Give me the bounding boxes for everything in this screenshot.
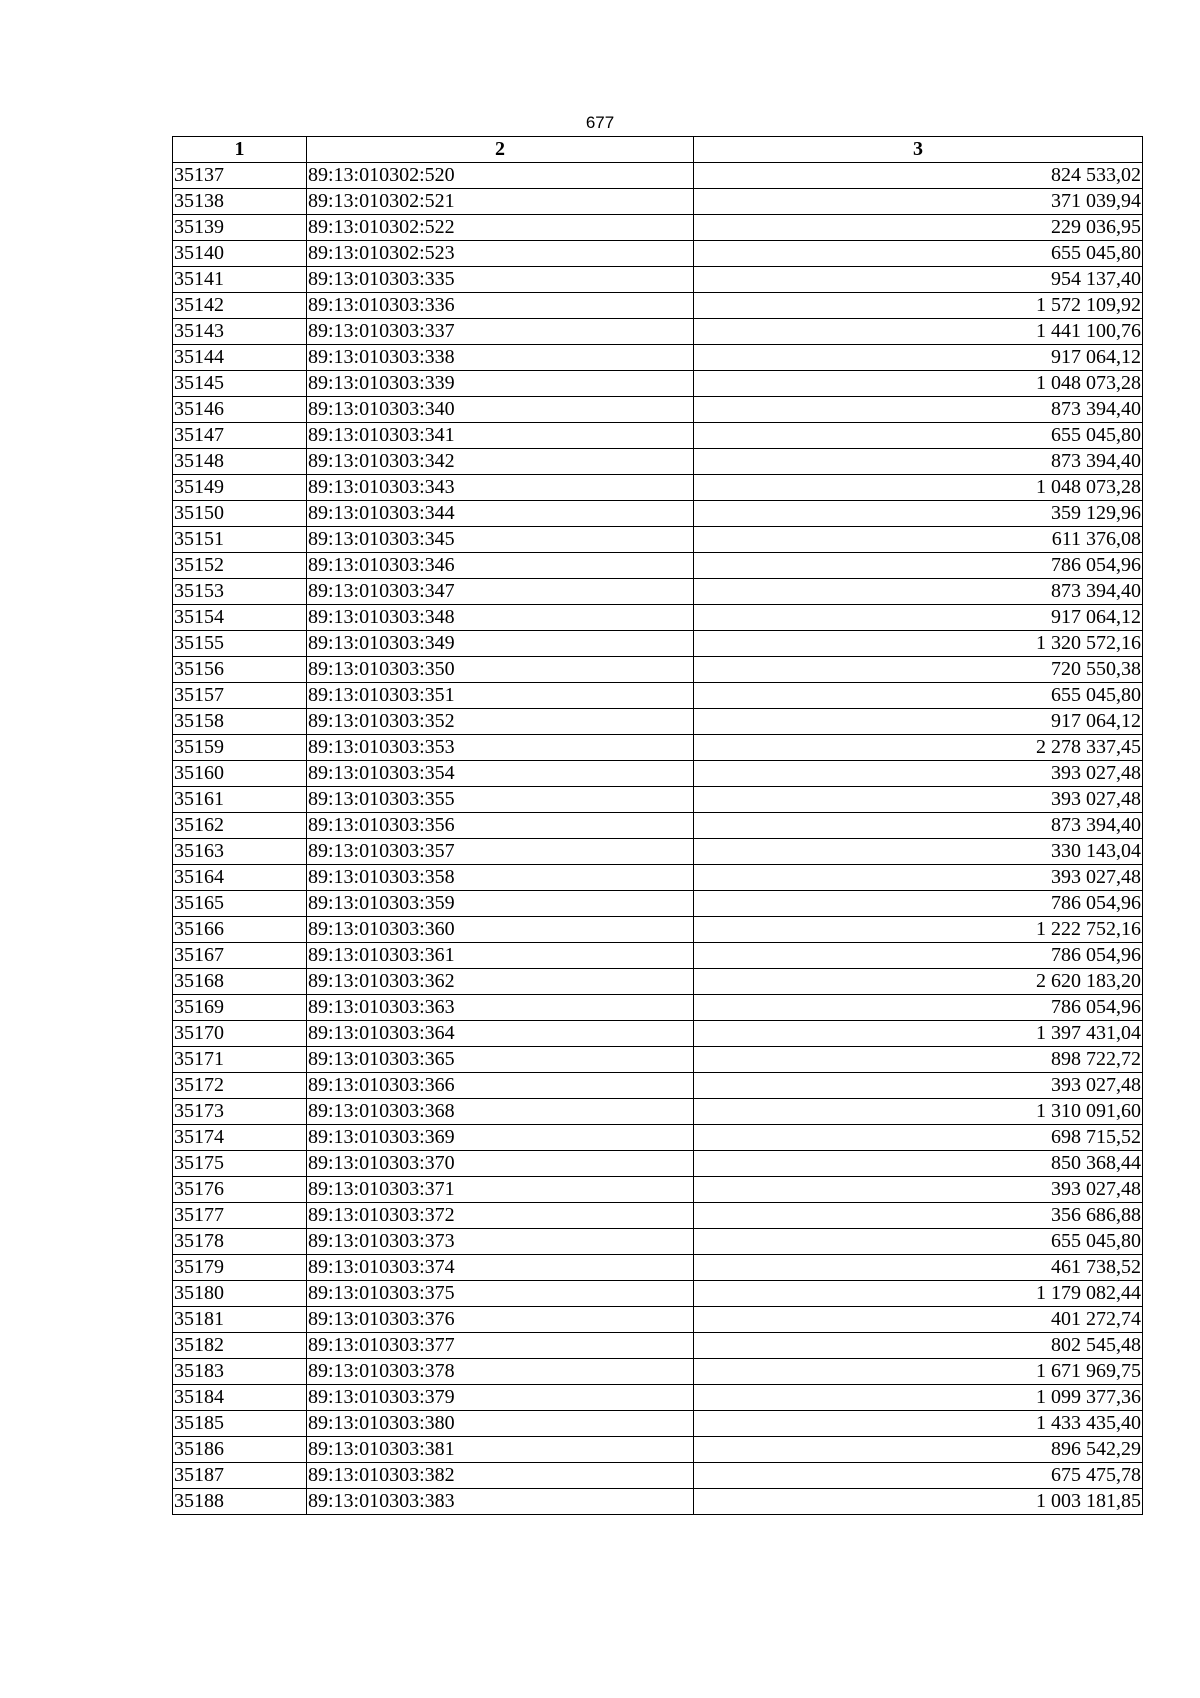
cadastral-number-cell: 89:13:010303:370: [307, 1151, 694, 1177]
table-row: [173, 943, 1143, 969]
cadastral-number-cell: 89:13:010303:355: [307, 787, 694, 813]
row-number-cell: 35175: [173, 1151, 307, 1177]
value-cell: 330 143,04: [694, 839, 1143, 865]
table-row: [173, 865, 1143, 891]
table-row: [173, 553, 1143, 579]
value-cell: 356 686,88: [694, 1203, 1143, 1229]
cadastral-number-cell: 89:13:010303:374: [307, 1255, 694, 1281]
cadastral-number-cell: 89:13:010303:352: [307, 709, 694, 735]
value-cell: 698 715,52: [694, 1125, 1143, 1151]
cadastral-number-cell: 89:13:010303:376: [307, 1307, 694, 1333]
cadastral-number-cell: 89:13:010303:353: [307, 735, 694, 761]
cadastral-number-cell: 89:13:010303:359: [307, 891, 694, 917]
cadastral-number-cell: 89:13:010302:520: [307, 163, 694, 189]
cadastral-number-cell: 89:13:010303:342: [307, 449, 694, 475]
page-number: 677: [585, 113, 615, 132]
cadastral-number-cell: 89:13:010303:366: [307, 1073, 694, 1099]
row-number-cell: 35154: [173, 605, 307, 631]
row-number-cell: 35159: [173, 735, 307, 761]
cadastral-number-cell: 89:13:010303:375: [307, 1281, 694, 1307]
cadastral-number-cell: 89:13:010303:360: [307, 917, 694, 943]
table-row: [173, 631, 1143, 657]
row-number-cell: 35142: [173, 293, 307, 319]
value-cell: 655 045,80: [694, 683, 1143, 709]
cadastral-number-cell: 89:13:010303:350: [307, 657, 694, 683]
cadastral-number-cell: 89:13:010303:368: [307, 1099, 694, 1125]
cadastral-number-cell: 89:13:010303:349: [307, 631, 694, 657]
cadastral-number-cell: 89:13:010303:361: [307, 943, 694, 969]
row-number-cell: 35149: [173, 475, 307, 501]
value-cell: 786 054,96: [694, 891, 1143, 917]
row-number-cell: 35155: [173, 631, 307, 657]
table-row: [173, 683, 1143, 709]
row-number-cell: 35147: [173, 423, 307, 449]
cadastral-number-cell: 89:13:010303:351: [307, 683, 694, 709]
cadastral-number-cell: 89:13:010303:348: [307, 605, 694, 631]
cadastral-number-cell: 89:13:010303:346: [307, 553, 694, 579]
value-cell: 1 048 073,28: [694, 475, 1143, 501]
registry-table: [172, 136, 1143, 1515]
row-number-cell: 35187: [173, 1463, 307, 1489]
value-cell: 229 036,95: [694, 215, 1143, 241]
row-number-cell: 35169: [173, 995, 307, 1021]
row-number-cell: 35184: [173, 1385, 307, 1411]
value-cell: 917 064,12: [694, 709, 1143, 735]
table-row: [173, 397, 1143, 423]
value-cell: 393 027,48: [694, 761, 1143, 787]
value-cell: 1 048 073,28: [694, 371, 1143, 397]
table-row: [173, 189, 1143, 215]
value-cell: 1 441 100,76: [694, 319, 1143, 345]
row-number-cell: 35172: [173, 1073, 307, 1099]
cadastral-number-cell: 89:13:010303:357: [307, 839, 694, 865]
table-row: [173, 813, 1143, 839]
row-number-cell: 35178: [173, 1229, 307, 1255]
row-number-cell: 35161: [173, 787, 307, 813]
cadastral-number-cell: 89:13:010303:338: [307, 345, 694, 371]
cadastral-number-cell: 89:13:010302:522: [307, 215, 694, 241]
cadastral-number-cell: 89:13:010303:340: [307, 397, 694, 423]
row-number-cell: 35146: [173, 397, 307, 423]
value-cell: 1 320 572,16: [694, 631, 1143, 657]
table-row: [173, 1411, 1143, 1437]
row-number-cell: 35138: [173, 189, 307, 215]
table-row: [173, 995, 1143, 1021]
value-cell: 917 064,12: [694, 345, 1143, 371]
value-cell: 917 064,12: [694, 605, 1143, 631]
cadastral-number-cell: 89:13:010303:383: [307, 1489, 694, 1515]
row-number-cell: 35181: [173, 1307, 307, 1333]
table-row: [173, 527, 1143, 553]
row-number-cell: 35177: [173, 1203, 307, 1229]
table-row: [173, 1047, 1143, 1073]
row-number-cell: 35163: [173, 839, 307, 865]
value-cell: 954 137,40: [694, 267, 1143, 293]
cadastral-number-cell: 89:13:010302:521: [307, 189, 694, 215]
table-row: [173, 319, 1143, 345]
value-cell: 1 222 752,16: [694, 917, 1143, 943]
cadastral-number-cell: 89:13:010303:364: [307, 1021, 694, 1047]
cadastral-number-cell: 89:13:010303:339: [307, 371, 694, 397]
row-number-cell: 35180: [173, 1281, 307, 1307]
value-cell: 850 368,44: [694, 1151, 1143, 1177]
table-row: [173, 501, 1143, 527]
value-cell: 1 572 109,92: [694, 293, 1143, 319]
value-cell: 786 054,96: [694, 943, 1143, 969]
row-number-cell: 35144: [173, 345, 307, 371]
table-row: [173, 449, 1143, 475]
value-cell: 393 027,48: [694, 1073, 1143, 1099]
table-row: [173, 761, 1143, 787]
value-cell: 1 397 431,04: [694, 1021, 1143, 1047]
table-row: [173, 345, 1143, 371]
cadastral-number-cell: 89:13:010303:365: [307, 1047, 694, 1073]
row-number-cell: 35176: [173, 1177, 307, 1203]
table-row: [173, 1021, 1143, 1047]
table-row: [173, 787, 1143, 813]
row-number-cell: 35139: [173, 215, 307, 241]
table-row: [173, 709, 1143, 735]
row-number-cell: 35171: [173, 1047, 307, 1073]
table-row: [173, 1177, 1143, 1203]
cadastral-number-cell: 89:13:010303:335: [307, 267, 694, 293]
table-row: [173, 839, 1143, 865]
value-cell: 873 394,40: [694, 813, 1143, 839]
cadastral-number-cell: 89:13:010303:380: [307, 1411, 694, 1437]
value-cell: 1 003 181,85: [694, 1489, 1143, 1515]
value-cell: 655 045,80: [694, 1229, 1143, 1255]
row-number-cell: 35183: [173, 1359, 307, 1385]
table-row: [173, 241, 1143, 267]
value-cell: 898 722,72: [694, 1047, 1143, 1073]
row-number-cell: 35170: [173, 1021, 307, 1047]
cadastral-number-cell: 89:13:010303:373: [307, 1229, 694, 1255]
table-row: [173, 163, 1143, 189]
row-number-cell: 35168: [173, 969, 307, 995]
table-row: [173, 1307, 1143, 1333]
table-row: [173, 579, 1143, 605]
table-row: [173, 1073, 1143, 1099]
table-row: [173, 891, 1143, 917]
row-number-cell: 35151: [173, 527, 307, 553]
table-row: [173, 657, 1143, 683]
value-cell: 1 179 082,44: [694, 1281, 1143, 1307]
cadastral-number-cell: 89:13:010303:343: [307, 475, 694, 501]
row-number-cell: 35158: [173, 709, 307, 735]
table-row: [173, 1125, 1143, 1151]
cadastral-number-cell: 89:13:010303:369: [307, 1125, 694, 1151]
row-number-cell: 35164: [173, 865, 307, 891]
row-number-cell: 35150: [173, 501, 307, 527]
row-number-cell: 35173: [173, 1099, 307, 1125]
row-number-cell: 35140: [173, 241, 307, 267]
row-number-cell: 35188: [173, 1489, 307, 1515]
value-cell: 1 099 377,36: [694, 1385, 1143, 1411]
cadastral-number-cell: 89:13:010303:381: [307, 1437, 694, 1463]
table-row: [173, 1437, 1143, 1463]
value-cell: 655 045,80: [694, 241, 1143, 267]
row-number-cell: 35179: [173, 1255, 307, 1281]
cadastral-number-cell: 89:13:010303:378: [307, 1359, 694, 1385]
cadastral-number-cell: 89:13:010303:358: [307, 865, 694, 891]
value-cell: 675 475,78: [694, 1463, 1143, 1489]
value-cell: 1 433 435,40: [694, 1411, 1143, 1437]
row-number-cell: 35167: [173, 943, 307, 969]
table-row: [173, 371, 1143, 397]
value-cell: 786 054,96: [694, 995, 1143, 1021]
row-number-cell: 35165: [173, 891, 307, 917]
row-number-cell: 35143: [173, 319, 307, 345]
value-cell: 371 039,94: [694, 189, 1143, 215]
value-cell: 2 278 337,45: [694, 735, 1143, 761]
cadastral-number-cell: 89:13:010303:354: [307, 761, 694, 787]
row-number-cell: 35186: [173, 1437, 307, 1463]
table-row: [173, 1099, 1143, 1125]
value-cell: 720 550,38: [694, 657, 1143, 683]
cadastral-number-cell: 89:13:010303:337: [307, 319, 694, 345]
value-cell: 1 310 091,60: [694, 1099, 1143, 1125]
value-cell: 461 738,52: [694, 1255, 1143, 1281]
cadastral-number-cell: 89:13:010303:356: [307, 813, 694, 839]
cadastral-number-cell: 89:13:010303:372: [307, 1203, 694, 1229]
cadastral-number-cell: 89:13:010303:379: [307, 1385, 694, 1411]
row-number-cell: 35156: [173, 657, 307, 683]
table-row: [173, 423, 1143, 449]
value-cell: 1 671 969,75: [694, 1359, 1143, 1385]
value-cell: 873 394,40: [694, 397, 1143, 423]
table-row: [173, 1489, 1143, 1515]
table-row: [173, 917, 1143, 943]
value-cell: 655 045,80: [694, 423, 1143, 449]
table-row: [173, 293, 1143, 319]
value-cell: 401 272,74: [694, 1307, 1143, 1333]
column-header-2: 2: [307, 137, 694, 163]
value-cell: 802 545,48: [694, 1333, 1143, 1359]
cadastral-number-cell: 89:13:010303:377: [307, 1333, 694, 1359]
row-number-cell: 35141: [173, 267, 307, 293]
row-number-cell: 35182: [173, 1333, 307, 1359]
table-row: [173, 267, 1143, 293]
table-header-row: [173, 137, 1143, 163]
row-number-cell: 35185: [173, 1411, 307, 1437]
table-row: [173, 1463, 1143, 1489]
cadastral-number-cell: 89:13:010303:382: [307, 1463, 694, 1489]
table-row: [173, 969, 1143, 995]
table-row: [173, 1229, 1143, 1255]
table-row: [173, 1255, 1143, 1281]
value-cell: 393 027,48: [694, 1177, 1143, 1203]
cadastral-number-cell: 89:13:010303:371: [307, 1177, 694, 1203]
table-row: [173, 735, 1143, 761]
row-number-cell: 35162: [173, 813, 307, 839]
table-row: [173, 1359, 1143, 1385]
table-row: [173, 475, 1143, 501]
row-number-cell: 35153: [173, 579, 307, 605]
table-row: [173, 605, 1143, 631]
table-body: [173, 163, 1143, 1515]
row-number-cell: 35145: [173, 371, 307, 397]
table-row: [173, 1385, 1143, 1411]
cadastral-number-cell: 89:13:010302:523: [307, 241, 694, 267]
value-cell: 393 027,48: [694, 787, 1143, 813]
value-cell: 359 129,96: [694, 501, 1143, 527]
row-number-cell: 35148: [173, 449, 307, 475]
value-cell: 896 542,29: [694, 1437, 1143, 1463]
value-cell: 786 054,96: [694, 553, 1143, 579]
table-row: [173, 215, 1143, 241]
value-cell: 873 394,40: [694, 579, 1143, 605]
value-cell: 611 376,08: [694, 527, 1143, 553]
table-row: [173, 1281, 1143, 1307]
cadastral-number-cell: 89:13:010303:362: [307, 969, 694, 995]
value-cell: 873 394,40: [694, 449, 1143, 475]
table-row: [173, 1203, 1143, 1229]
cadastral-number-cell: 89:13:010303:344: [307, 501, 694, 527]
row-number-cell: 35137: [173, 163, 307, 189]
table-row: [173, 1151, 1143, 1177]
table-row: [173, 1333, 1143, 1359]
cadastral-number-cell: 89:13:010303:345: [307, 527, 694, 553]
cadastral-number-cell: 89:13:010303:347: [307, 579, 694, 605]
column-header-3: 3: [694, 137, 1143, 163]
column-header-1: 1: [173, 137, 307, 163]
row-number-cell: 35174: [173, 1125, 307, 1151]
cadastral-number-cell: 89:13:010303:336: [307, 293, 694, 319]
row-number-cell: 35152: [173, 553, 307, 579]
row-number-cell: 35157: [173, 683, 307, 709]
row-number-cell: 35166: [173, 917, 307, 943]
cadastral-number-cell: 89:13:010303:341: [307, 423, 694, 449]
value-cell: 824 533,02: [694, 163, 1143, 189]
cadastral-number-cell: 89:13:010303:363: [307, 995, 694, 1021]
row-number-cell: 35160: [173, 761, 307, 787]
value-cell: 2 620 183,20: [694, 969, 1143, 995]
value-cell: 393 027,48: [694, 865, 1143, 891]
